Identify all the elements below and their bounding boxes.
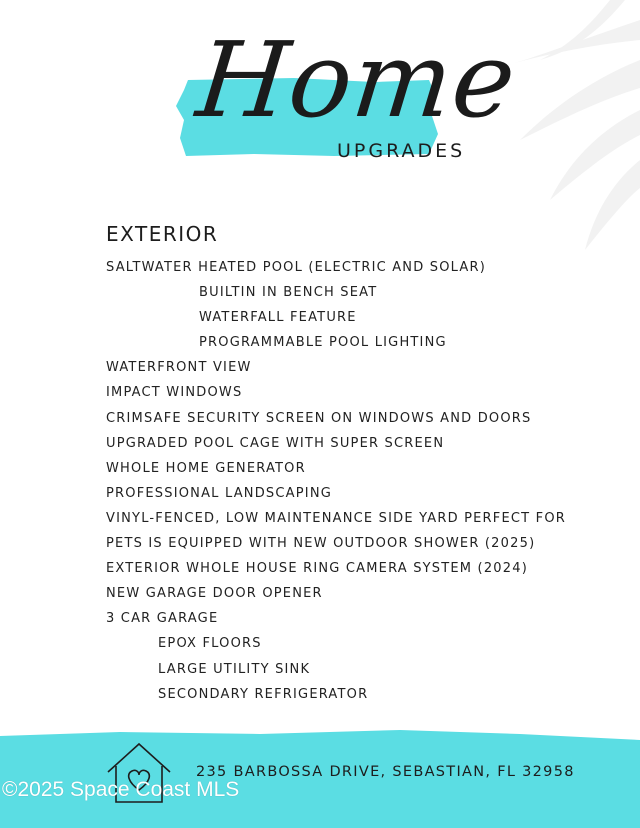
list-item: 3 CAR GARAGE — [106, 611, 219, 627]
list-sub-item: EPOX FLOORS — [158, 636, 262, 652]
home-script-title: Home — [191, 19, 522, 141]
list-item: PETS IS EQUIPPED WITH NEW OUTDOOR SHOWER (2025) — [106, 536, 536, 552]
list-item: VINYL-FENCED, LOW MAINTENANCE SIDE YARD PERFECT FOR — [106, 510, 566, 526]
list-item: SALTWATER HEATED POOL (ELECTRIC AND SOLAR) — [106, 260, 486, 275]
list-sub-item: SECONDARY REFRIGERATOR — [158, 686, 369, 702]
list-sub-item: BUILTIN IN BENCH SEAT — [199, 285, 378, 301]
list-sub-item: WATERFALL FEATURE — [199, 310, 357, 326]
list-sub-item: LARGE UTILITY SINK — [158, 661, 311, 677]
list-item: UPGRADED POOL CAGE WITH SUPER SCREEN — [106, 435, 445, 451]
property-address: 235 BARBOSSA DRIVE, SEBASTIAN, FL 32958 — [196, 764, 575, 780]
list-item: WHOLE HOME GENERATOR — [106, 460, 306, 476]
header — [170, 19, 522, 170]
footer — [0, 726, 640, 828]
list-item: EXTERIOR WHOLE HOUSE RING CAMERA SYSTEM (2024) — [106, 561, 528, 577]
upgrade-list — [106, 258, 606, 710]
mls-watermark: ©2025 Space Coast MLS — [2, 778, 240, 801]
list-item: IMPACT WINDOWS — [106, 385, 243, 401]
section-title: EXTERIOR — [106, 222, 219, 246]
list-item: PROFESSIONAL LANDSCAPING — [106, 485, 333, 501]
upgrades-subtitle: UPGRADES — [337, 140, 466, 162]
list-sub-item: PROGRAMMABLE POOL LIGHTING — [199, 335, 447, 351]
list-item: CRIMSAFE SECURITY SCREEN ON WINDOWS AND DOORS — [106, 410, 532, 426]
list-item: WATERFRONT VIEW — [106, 360, 252, 376]
list-item: NEW GARAGE DOOR OPENER — [106, 586, 323, 602]
